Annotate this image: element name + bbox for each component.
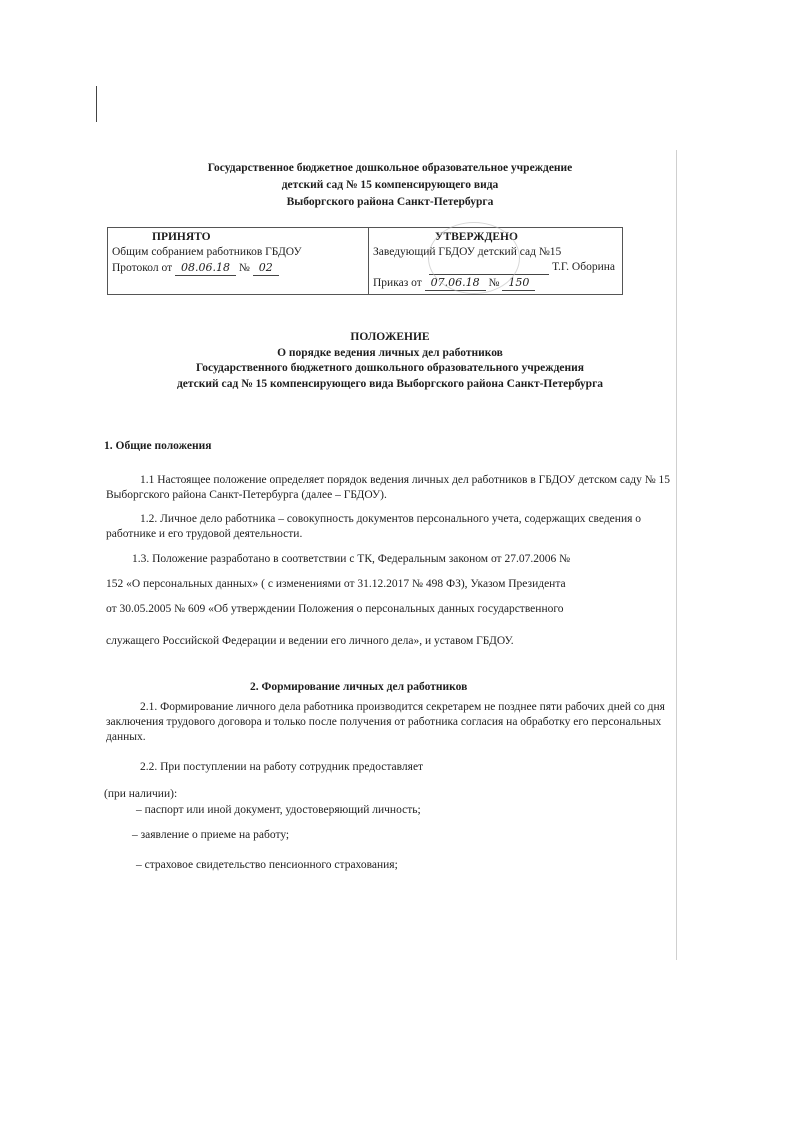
scan-edge-shadow: [676, 150, 677, 960]
order-number-label: №: [488, 277, 500, 289]
header-line-2: детский сад № 15 компенсирующего вида: [281, 179, 499, 191]
document-title: [100, 330, 680, 392]
section-1-heading: 1. Общие положения: [104, 440, 212, 452]
section-2-heading: 2. Формирование личных дел работников: [250, 681, 468, 693]
title-line-4: детский сад № 15 компенсирующего вида Выборгского района Санкт-Петербурга: [176, 377, 604, 390]
protocol-line: [112, 260, 364, 276]
paragraph-2-2: 2.2. При поступлении на работу сотрудник предоставляет: [140, 761, 424, 773]
paragraph-1-3-line-c: от 30.05.2005 № 609 «Об утверждении Положения о персональных данных государственного: [106, 603, 564, 615]
signer-name: Т.Г. Оборина: [552, 261, 615, 273]
list-item: – заявление о приеме на работу;: [132, 829, 290, 841]
order-number: 150: [502, 275, 535, 291]
approved-by: Заведующий ГБДОУ детский сад №15: [373, 246, 562, 258]
paragraph-2-2-continuation: (при наличии):: [104, 788, 178, 800]
protocol-label: Протокол от: [112, 262, 173, 274]
order-label: Приказ от: [373, 277, 422, 289]
protocol-date: 08.06.18: [175, 260, 236, 276]
protocol-number-label: №: [238, 262, 250, 274]
scan-edge-mark: [96, 86, 97, 122]
paragraph-1-1: 1.1 Настоящее положение определяет порядок ведения личных дел работников в ГБДОУ детском саду № 15 Выборгского района Санкт-Петербурга (далее – ГБДОУ).: [106, 474, 671, 501]
paragraph-1-2: 1.2. Личное дело работника – совокупность документов персонального учета, содержащих сведения о работнике и его трудовой деятельности.: [106, 513, 642, 540]
protocol-number: 02: [253, 260, 279, 276]
paragraph-1-3-line-a: 1.3. Положение разработано в соответствии с ТК, Федеральным законом от 27.07.2006 №: [132, 553, 571, 565]
list-item: – страховое свидетельство пенсионного страхования;: [136, 859, 398, 871]
approval-table-divider: [368, 228, 369, 294]
title-line-2: О порядке ведения личных дел работников: [277, 346, 503, 359]
approval-table: [107, 227, 623, 295]
approved-title: УТВЕРЖДЕНО: [435, 231, 518, 243]
title-line-3: Государственного бюджетного дошкольного образовательного учреждения: [195, 362, 585, 374]
official-stamp: [428, 222, 520, 294]
paragraph-1-3-line-d: служащего Российской Федерации и ведении его личного дела», и уставом ГБДОУ.: [106, 635, 514, 647]
header-line-1: Государственное бюджетное дошкольное образовательное учреждение: [207, 162, 573, 174]
title-line-1: ПОЛОЖЕНИЕ: [350, 331, 430, 343]
organization-header: [100, 160, 680, 211]
list-item: – паспорт или иной документ, удостоверяющий личность;: [136, 804, 421, 816]
header-line-3: Выборгского района Санкт-Петербурга: [286, 196, 494, 208]
order-date: 07.06.18: [425, 275, 486, 291]
accepted-cell: [112, 230, 364, 276]
accepted-by: Общим собранием работников ГБДОУ: [112, 246, 302, 258]
paragraph-2-1: 2.1. Формирование личного дела работника производится секретарем не позднее пяти рабочих дней со дня заключения трудового договора и только после получения от работника согласия на обработку его персональных данных.: [106, 701, 665, 743]
accepted-title: ПРИНЯТО: [152, 231, 211, 243]
paragraph-1-3-line-b: 152 «О персональных данных» ( с изменениями от 31.12.2017 № 498 ФЗ), Указом Президента: [106, 578, 566, 590]
